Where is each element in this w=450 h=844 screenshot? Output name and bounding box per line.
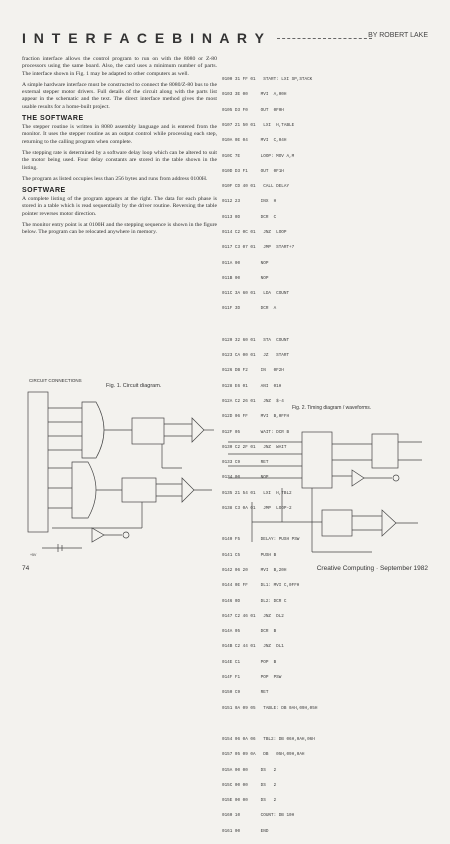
listing-line: 0112 23 INX H [222,199,277,205]
figure-caption: Fig. 2. Timing diagram / waveforms. [292,405,372,411]
listing-line: 0103 3E 00 MVI A,00H [222,92,287,98]
listing-line: 0157 05 09 0A DB 05H,09H,0AH [222,752,305,758]
listing-line: 012D 06 FF MVI B,0FFH [222,414,290,420]
listing-line: 0128 E6 01 ANI 01H [222,383,282,389]
listing-line: 0113 0D DCR C [222,214,277,220]
listing-line: 010F CD 40 01 CALL DELAY [222,184,290,190]
listing-line: 0100 31 FF 01 START: LXI SP,STACK [222,77,313,83]
listing-line: 012A C2 26 01 JNZ $-4 [222,399,284,404]
body-paragraph: The program as listed occupies less than 256 bytes and runs from address 0100H. [22,175,208,182]
figure-caption: Fig. 1. Circuit diagram. [106,383,162,389]
circuit-schematic [22,378,218,560]
listing-line: 015E 00 00 DS 2 [222,798,277,804]
listing-line: 0161 00 END [222,828,269,834]
listing-line: 0126 DB F2 IN 0F2H [222,368,284,374]
listing-line: 010D D3 F1 OUT 0F1H [222,168,284,174]
figure-circuit-diagram [22,378,218,560]
body-paragraph: The stepper routine is written in 8080 assembly language and is entered from the monitor. It uses the stepper routine as an output control while processing each step, returning to the calling program when complete. [22,124,217,145]
listing-line: 0105 D3 F0 OUT 0F0H [222,107,284,113]
listing-line: 0134 00 NOP [222,475,269,481]
listing-line: 012F 05 WAIT: DCR B [222,429,290,435]
listing-line: 0142 06 20 MVI B,20H [222,568,287,573]
article-byline: BY ROBERT LAKE [368,32,428,39]
listing-line: 0140 F5 DELAY: PUSH PSW [222,537,300,543]
listing-line: 011C 3A 60 01 LDA COUNT [222,291,290,297]
figure-timing-diagram [222,402,428,562]
listing-line: 0144 0E FF DL1: MVI C,0FFH [222,583,300,589]
listing-line: 011A 00 NOP [222,260,269,266]
page-number: 74 [22,565,30,572]
listing-line: 0160 10 COUNT: DB 10H [222,813,295,819]
listing-line: 0154 06 0A 06 TBL2: DB 06H,0AH,06H [222,737,315,742]
body-text-column [22,56,217,241]
listing-block [222,727,428,844]
listing-line: 010A 0E 04 MVI C,04H [222,138,287,144]
body-paragraph: A simple hardware interface must be constructed to connect the 8080/Z-80 bus to the external stepper motor drivers. Full details of the circuit along with the parts list appear in the schematic and the text. The direct interface method gives the most usable results for a home-built project. [22,81,217,110]
listing-line: 0141 C5 PUSH B [222,552,277,558]
figure-top-label: CIRCUIT CONNECTIONS [29,378,82,383]
article-title: I N T E R F A C E B I N A R Y [22,30,266,46]
listing-line: 010C 7E LOOP: MOV A,M [222,153,295,159]
listing-line: 015C 00 00 DS 2 [222,782,277,788]
listing-line: 014F F1 POP PSW [222,674,282,680]
listing-line: 011B 00 NOP [222,275,269,281]
listing-line: 014A 05 DCR B [222,629,277,635]
timing-schematic [222,402,428,562]
section-heading: THE SOFTWARE [22,115,84,123]
listing-line: 0147 C2 46 01 JNZ DL2 [222,613,284,619]
header-rule [277,38,372,39]
listing-line: 0120 32 60 01 STA COUNT [222,337,290,343]
section-heading: SOFTWARE [22,187,66,195]
listing-line: 0146 0D DL2: DCR C [222,598,287,604]
body-paragraph: The monitor entry point is at 0100H and the stepping sequence is shown in the figure below. The program can be relocated anywhere in memory. [22,222,217,236]
listing-line: 0123 CA 00 01 JZ START [222,353,290,359]
listing-line: 014E C1 POP B [222,659,277,665]
publication-line: Creative Computing · September 1982 [316,565,428,572]
listing-line: 0133 C9 RET [222,460,269,466]
listing-block [222,67,428,322]
listing-line: 0150 C9 RET [222,690,269,696]
body-paragraph: The stepping rate is determined by a software delay loop which can be altered to suit the motor being used. Four delay constants are stored in the table shown in the listing. [22,149,217,171]
listing-line: 011F 3D DCR A [222,306,277,312]
article-header [22,30,428,50]
body-paragraph: A complete listing of the program appears at the right. The data for each phase is stored in a table which is read sequentially by the driver routine. Reversing the table pointer reverses motor direction. [22,196,217,217]
listing-line: 0151 0A 09 05 TABLE: DB 0AH,09H,05H [222,705,318,711]
listing-line: 0117 C3 07 01 JMP START+7 [222,245,295,251]
listing-line: 015A 00 00 DS 2 [222,767,277,773]
listing-line: 0114 C2 0C 01 JNZ LOOP [222,230,287,235]
listing-line: 0107 21 50 01 LXI H,TABLE [222,123,295,129]
listing-line: 0130 C2 2F 01 JNZ WAIT [222,444,287,450]
listing-line: 0135 21 54 01 LXI H,TBL2 [222,490,292,496]
listing-line: 014B C2 44 01 JNZ DL1 [222,644,284,650]
page-footer [22,565,428,575]
body-paragraph: fraction interface allows the control program to run on with the 8080 or Z-80 processors using the same board. Also, the card uses a minimum number of parts. The interface shown in Fig. 1 may be adapted to other computers as well. [22,56,217,77]
svg-text:+5V: +5V [30,553,37,557]
listing-line: 0138 C3 0A 01 JMP LOOP-2 [222,505,292,511]
